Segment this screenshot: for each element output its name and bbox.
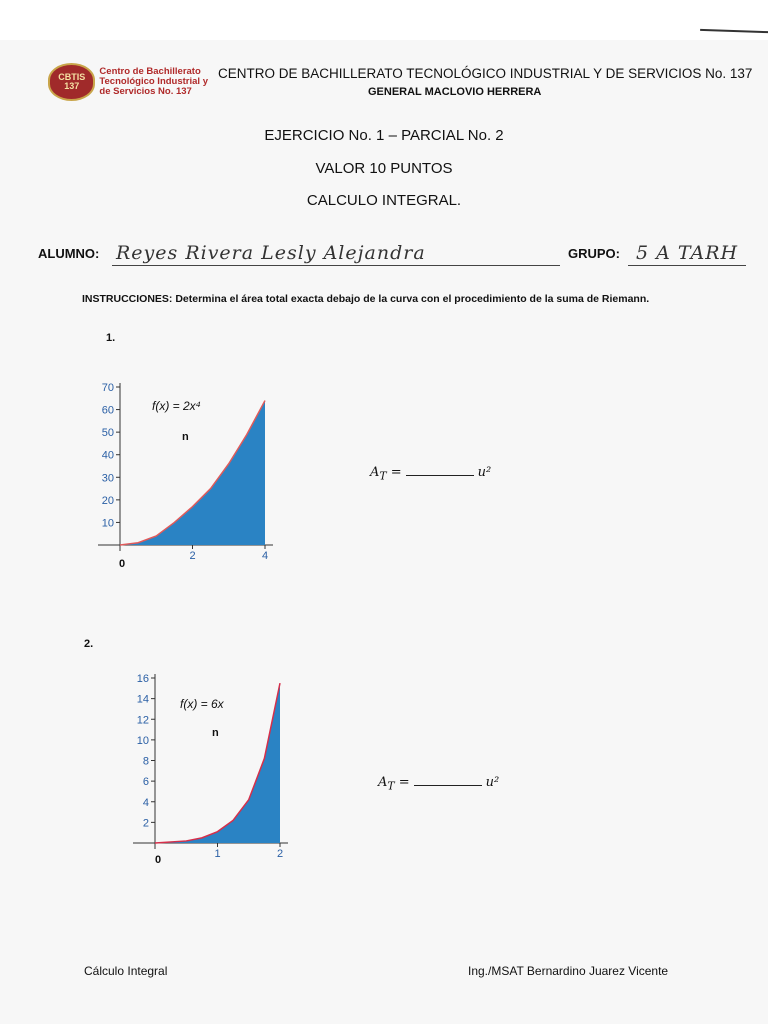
footer-left: Cálculo Integral [84,964,168,978]
alumno-value[interactable]: Reyes Rivera Lesly Alejandra [116,242,426,264]
answer-1-eq: = [386,465,402,480]
function-label: f(x) = 6x [180,697,224,711]
school-name: CENTRO DE BACHILLERATO TECNOLÓGICO INDUSTRIAL Y DE SERVICIOS No. 137 [218,66,753,81]
answer-1-unit: u² [477,465,492,480]
y-tick-label: 40 [101,449,114,462]
x-tick-label: 4 [261,550,269,562]
y-tick-label: 14 [136,693,149,706]
scan-mark [700,29,768,39]
answer-2-sub: T [387,779,395,793]
answer-2-blank[interactable] [414,785,482,786]
answer-1-prefix: A [370,465,380,480]
problem-2-number: 2. [84,638,94,650]
y-tick-label: 16 [136,673,149,685]
answer-2-eq: = [394,775,410,790]
logo-text: Centro de Bachillerato Tecnológico Industrial y de Servicios No. 137 [99,66,208,97]
n-label: n [182,431,189,443]
answer-2-unit: u² [485,775,500,790]
instructions: INSTRUCCIONES: Determina el área total exacta debajo de la curva con el procedimiento de la suma de Riemann. [82,293,650,305]
y-tick-label: 60 [101,404,114,417]
x-tick-label: 1 [214,848,221,860]
alumno-underline [112,264,560,266]
function-label: f(x) = 2x⁴ [152,399,201,413]
exercise-title: EJERCICIO No. 1 – PARCIAL No. 2 [264,127,504,144]
answer-1-blank[interactable] [406,475,474,476]
y-tick-label: 50 [101,427,114,440]
x-tick-label: 2 [189,550,196,562]
y-tick-label: 6 [142,776,149,789]
answer-1[interactable] [370,465,491,483]
footer-right: Ing./MSAT Bernardino Juarez Vicente [468,964,669,978]
y-tick-label: 70 [101,382,114,394]
y-tick-label: 30 [101,472,114,485]
origin-label: 0 [154,854,162,866]
course-title: CALCULO INTEGRAL. [306,192,462,209]
area-fill [120,401,265,545]
n-label: n [212,727,219,739]
points-value: VALOR 10 PUNTOS [315,160,453,177]
x-tick-label: 2 [276,848,284,860]
y-tick-label: 20 [101,494,114,507]
answer-2-prefix: A [378,775,388,790]
chart-2 [110,668,310,878]
y-tick-label: 2 [142,817,149,830]
y-tick-label: 10 [136,734,149,747]
answer-1-sub: T [379,469,387,483]
alumno-label: ALUMNO: [38,246,100,261]
grupo-value[interactable]: 5 A TARH [636,242,739,264]
y-tick-label: 10 [101,517,114,530]
chart-1 [80,375,300,580]
origin-label: 0 [118,558,126,570]
grupo-label: GRUPO: [568,246,620,261]
y-tick-label: 12 [136,714,149,727]
school-subname: GENERAL MACLOVIO HERRERA [368,86,542,98]
y-tick-label: 8 [142,755,149,768]
student-row [38,240,758,270]
logo-emblem: CBTIS 137 [48,63,95,101]
grupo-underline [628,264,746,266]
school-logo [48,64,208,100]
problem-1-number: 1. [106,332,116,344]
y-tick-label: 4 [142,796,149,809]
answer-2[interactable] [378,775,499,793]
